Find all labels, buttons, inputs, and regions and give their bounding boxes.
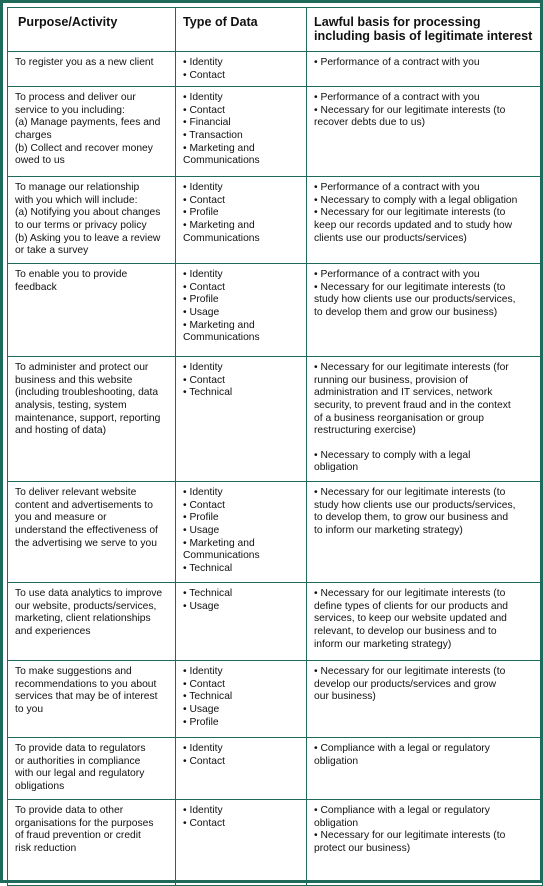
- basis-line: • Necessary for our legitimate interests (to: [314, 588, 506, 600]
- basis-line: security, to prevent fraud and in the context: [314, 399, 511, 411]
- type-line: • Technical: [183, 588, 233, 600]
- type-cell: [176, 87, 307, 177]
- type-line: • Identity: [183, 92, 223, 104]
- purpose-line: maintenance, support, reporting: [15, 412, 161, 424]
- type-line: • Technical: [183, 562, 233, 574]
- basis-line: relevant, to develop our business and to: [314, 625, 497, 637]
- type-line: • Marketing and: [183, 537, 255, 549]
- basis-line: obligation: [314, 462, 359, 474]
- type-cell: [176, 177, 307, 264]
- basis-line: of a business reorganisation or group: [314, 412, 485, 424]
- basis-line: • Necessary for our legitimate interests (to: [314, 830, 506, 842]
- purpose-cell: [8, 800, 176, 886]
- purpose-line: the advertising we serve to you: [15, 537, 157, 549]
- basis-line: • Performance of a contract with you: [314, 182, 480, 194]
- purpose-line: (a) Manage payments, fees and: [15, 117, 161, 129]
- basis-line: • Necessary to comply with a legal: [314, 449, 471, 461]
- purpose-cell: [8, 52, 176, 87]
- basis-line: administration and IT services, network: [314, 387, 493, 399]
- type-line: • Identity: [183, 487, 223, 499]
- basis-line: • Performance of a contract with you: [314, 92, 480, 104]
- purpose-line: To deliver relevant website: [15, 487, 137, 499]
- purpose-cell: [8, 177, 176, 264]
- header-basis: Lawful basis for processing including basis of legitimate interest: [307, 8, 543, 52]
- purpose-cell: [8, 738, 176, 800]
- purpose-line: to our terms or privacy policy: [15, 219, 147, 231]
- purpose-line: To make suggestions and: [15, 666, 132, 678]
- type-line: • Identity: [183, 57, 223, 68]
- basis-line: • Necessary for our legitimate interests (to: [314, 487, 506, 499]
- purpose-line: To use data analytics to improve: [15, 588, 163, 600]
- purpose-line: (a) Notifying you about changes: [15, 207, 161, 219]
- table-row: [8, 800, 543, 886]
- purpose-line: owed to us: [15, 155, 65, 167]
- purpose-line: with you which will include:: [15, 194, 138, 206]
- table-row: [8, 482, 543, 583]
- type-line: • Contact: [183, 104, 225, 116]
- type-line: • Usage: [183, 524, 220, 536]
- purpose-line: obligations: [15, 780, 65, 792]
- purpose-line: recommendations to you about: [15, 678, 157, 690]
- type-line: • Identity: [183, 182, 223, 194]
- basis-line: our business): [314, 691, 376, 703]
- purpose-cell: [8, 661, 176, 738]
- type-line: • Identity: [183, 743, 223, 755]
- purpose-line: To provide data to other: [15, 805, 124, 817]
- type-cell: [176, 482, 307, 583]
- basis-line: clients use our products/services): [314, 232, 467, 244]
- purpose-cell: [8, 87, 176, 177]
- basis-line: services, to keep our website updated and: [314, 613, 507, 625]
- purpose-line: services that may be of interest: [15, 691, 158, 703]
- basis-cell: [307, 583, 543, 661]
- basis-line: • Compliance with a legal or regulatory: [314, 743, 490, 755]
- basis-line: to develop them and grow our business): [314, 306, 498, 318]
- purpose-cell: [8, 482, 176, 583]
- purpose-line: feedback: [15, 281, 57, 293]
- basis-line: • Necessary to comply with a legal obligation: [314, 194, 518, 206]
- basis-cell: [307, 482, 543, 583]
- table-row: [8, 661, 543, 738]
- type-cell: [176, 52, 307, 87]
- purpose-line: To register you as a new client: [15, 57, 154, 68]
- table-row: [8, 177, 543, 264]
- purpose-line: and hosting of data): [15, 425, 107, 437]
- purpose-line: and experiences: [15, 625, 91, 637]
- header-purpose: Purpose/Activity: [8, 8, 176, 52]
- type-line: • Identity: [183, 362, 223, 374]
- type-line: • Contact: [183, 817, 225, 829]
- basis-line: • Performance of a contract with you: [314, 57, 480, 68]
- basis-line: restructuring exercise): [314, 425, 416, 437]
- type-line: • Transaction: [183, 129, 243, 141]
- purpose-line: charges: [15, 129, 52, 141]
- basis-line: keep our records updated and to study how: [314, 219, 513, 231]
- basis-line: • Compliance with a legal or regulatory: [314, 805, 490, 817]
- type-cell: [176, 583, 307, 661]
- purpose-cell: [8, 583, 176, 661]
- basis-cell: [307, 177, 543, 264]
- purpose-line: content and advertisements to: [15, 499, 153, 511]
- type-line: • Contact: [183, 374, 225, 386]
- table-row: [8, 583, 543, 661]
- type-line: • Marketing and: [183, 319, 255, 331]
- type-line: • Profile: [183, 716, 219, 728]
- type-line: • Identity: [183, 805, 223, 817]
- table-row: [8, 264, 543, 357]
- purpose-line: our website, products/services,: [15, 600, 157, 612]
- purpose-line: business and this website: [15, 374, 133, 386]
- type-line: • Profile: [183, 512, 219, 524]
- type-line: • Identity: [183, 269, 223, 281]
- basis-line: to inform our marketing strategy): [314, 524, 463, 536]
- purpose-line: with our legal and regulatory: [15, 768, 145, 780]
- basis-line: recover debts due to us): [314, 117, 426, 129]
- purpose-line: (b) Collect and recover money: [15, 142, 153, 154]
- purpose-line: To enable you to provide: [15, 269, 128, 281]
- table-row: [8, 738, 543, 800]
- basis-cell: [307, 52, 543, 87]
- purpose-line: or authorities in compliance: [15, 755, 141, 767]
- type-line: • Contact: [183, 69, 225, 81]
- purpose-line: analysis, testing, system: [15, 399, 127, 411]
- table-row: [8, 87, 543, 177]
- basis-line: obligation: [314, 755, 359, 767]
- basis-line: define types of clients for our products and: [314, 600, 509, 612]
- basis-line: inform our marketing strategy): [314, 638, 452, 650]
- purpose-line: to you: [15, 703, 44, 715]
- type-line: Communications: [183, 155, 260, 167]
- type-line: • Usage: [183, 600, 220, 612]
- purpose-line: To manage our relationship: [15, 182, 140, 194]
- purpose-line: To process and deliver our: [15, 92, 136, 104]
- basis-line: • Necessary for our legitimate interests (to: [314, 281, 506, 293]
- type-line: • Contact: [183, 194, 225, 206]
- basis-cell: [307, 800, 543, 886]
- basis-line: • Necessary for our legitimate interests (to: [314, 207, 506, 219]
- purpose-line: you and measure or: [15, 512, 107, 524]
- header-type: Type of Data: [176, 8, 307, 52]
- purpose-line: risk reduction: [15, 842, 77, 854]
- purpose-cell: [8, 357, 176, 482]
- basis-line: • Necessary for our legitimate interests (for: [314, 362, 509, 374]
- basis-line: • Performance of a contract with you: [314, 269, 480, 281]
- type-line: • Contact: [183, 678, 225, 690]
- basis-cell: [307, 661, 543, 738]
- basis-line: to develop them, to grow our business and: [314, 512, 509, 524]
- type-line: • Marketing and: [183, 219, 255, 231]
- basis-cell: [307, 87, 543, 177]
- type-line: Communications: [183, 332, 260, 344]
- purpose-line: (including troubleshooting, data: [15, 387, 159, 399]
- basis-line: • Necessary for our legitimate interests (to: [314, 104, 506, 116]
- basis-line: obligation: [314, 817, 359, 829]
- header-row: [8, 8, 543, 52]
- purpose-line: marketing, client relationships: [15, 613, 151, 625]
- basis-line: [314, 438, 536, 450]
- type-line: • Identity: [183, 666, 223, 678]
- basis-line: • Necessary for our legitimate interests (to: [314, 666, 506, 678]
- type-cell: [176, 661, 307, 738]
- type-line: • Technical: [183, 691, 233, 703]
- type-line: • Usage: [183, 703, 220, 715]
- basis-line: running our business, provision of: [314, 374, 468, 386]
- purpose-line: (b) Asking you to leave a review: [15, 232, 161, 244]
- type-line: • Profile: [183, 207, 219, 219]
- purpose-line: service to you including:: [15, 104, 125, 116]
- type-cell: [176, 264, 307, 357]
- type-cell: [176, 738, 307, 800]
- purpose-line: of fraud prevention or credit: [15, 830, 141, 842]
- type-cell: [176, 800, 307, 886]
- type-cell: [176, 357, 307, 482]
- type-line: Communications: [183, 232, 260, 244]
- basis-line: study how clients use our products/services,: [314, 294, 516, 306]
- purpose-line: To administer and protect our: [15, 362, 149, 374]
- basis-line: develop our products/services and grow: [314, 678, 497, 690]
- type-line: • Marketing and: [183, 142, 255, 154]
- purpose-cell: [8, 264, 176, 357]
- processing-table: [7, 7, 543, 886]
- type-line: • Profile: [183, 294, 219, 306]
- purpose-line: To provide data to regulators: [15, 743, 146, 755]
- table-row: [8, 52, 543, 87]
- basis-line: protect our business): [314, 842, 411, 854]
- purpose-line: or take a survey: [15, 245, 89, 257]
- basis-cell: [307, 357, 543, 482]
- basis-line: study how clients use our products/services,: [314, 499, 516, 511]
- type-line: • Contact: [183, 499, 225, 511]
- type-line: Communications: [183, 550, 260, 562]
- type-line: • Technical: [183, 387, 233, 399]
- purpose-line: organisations for the purposes: [15, 817, 154, 829]
- table-row: [8, 357, 543, 482]
- type-line: • Usage: [183, 306, 220, 318]
- type-line: • Financial: [183, 117, 231, 129]
- type-line: • Contact: [183, 755, 225, 767]
- purpose-line: understand the effectiveness of: [15, 524, 158, 536]
- type-line: • Contact: [183, 281, 225, 293]
- basis-cell: [307, 264, 543, 357]
- basis-cell: [307, 738, 543, 800]
